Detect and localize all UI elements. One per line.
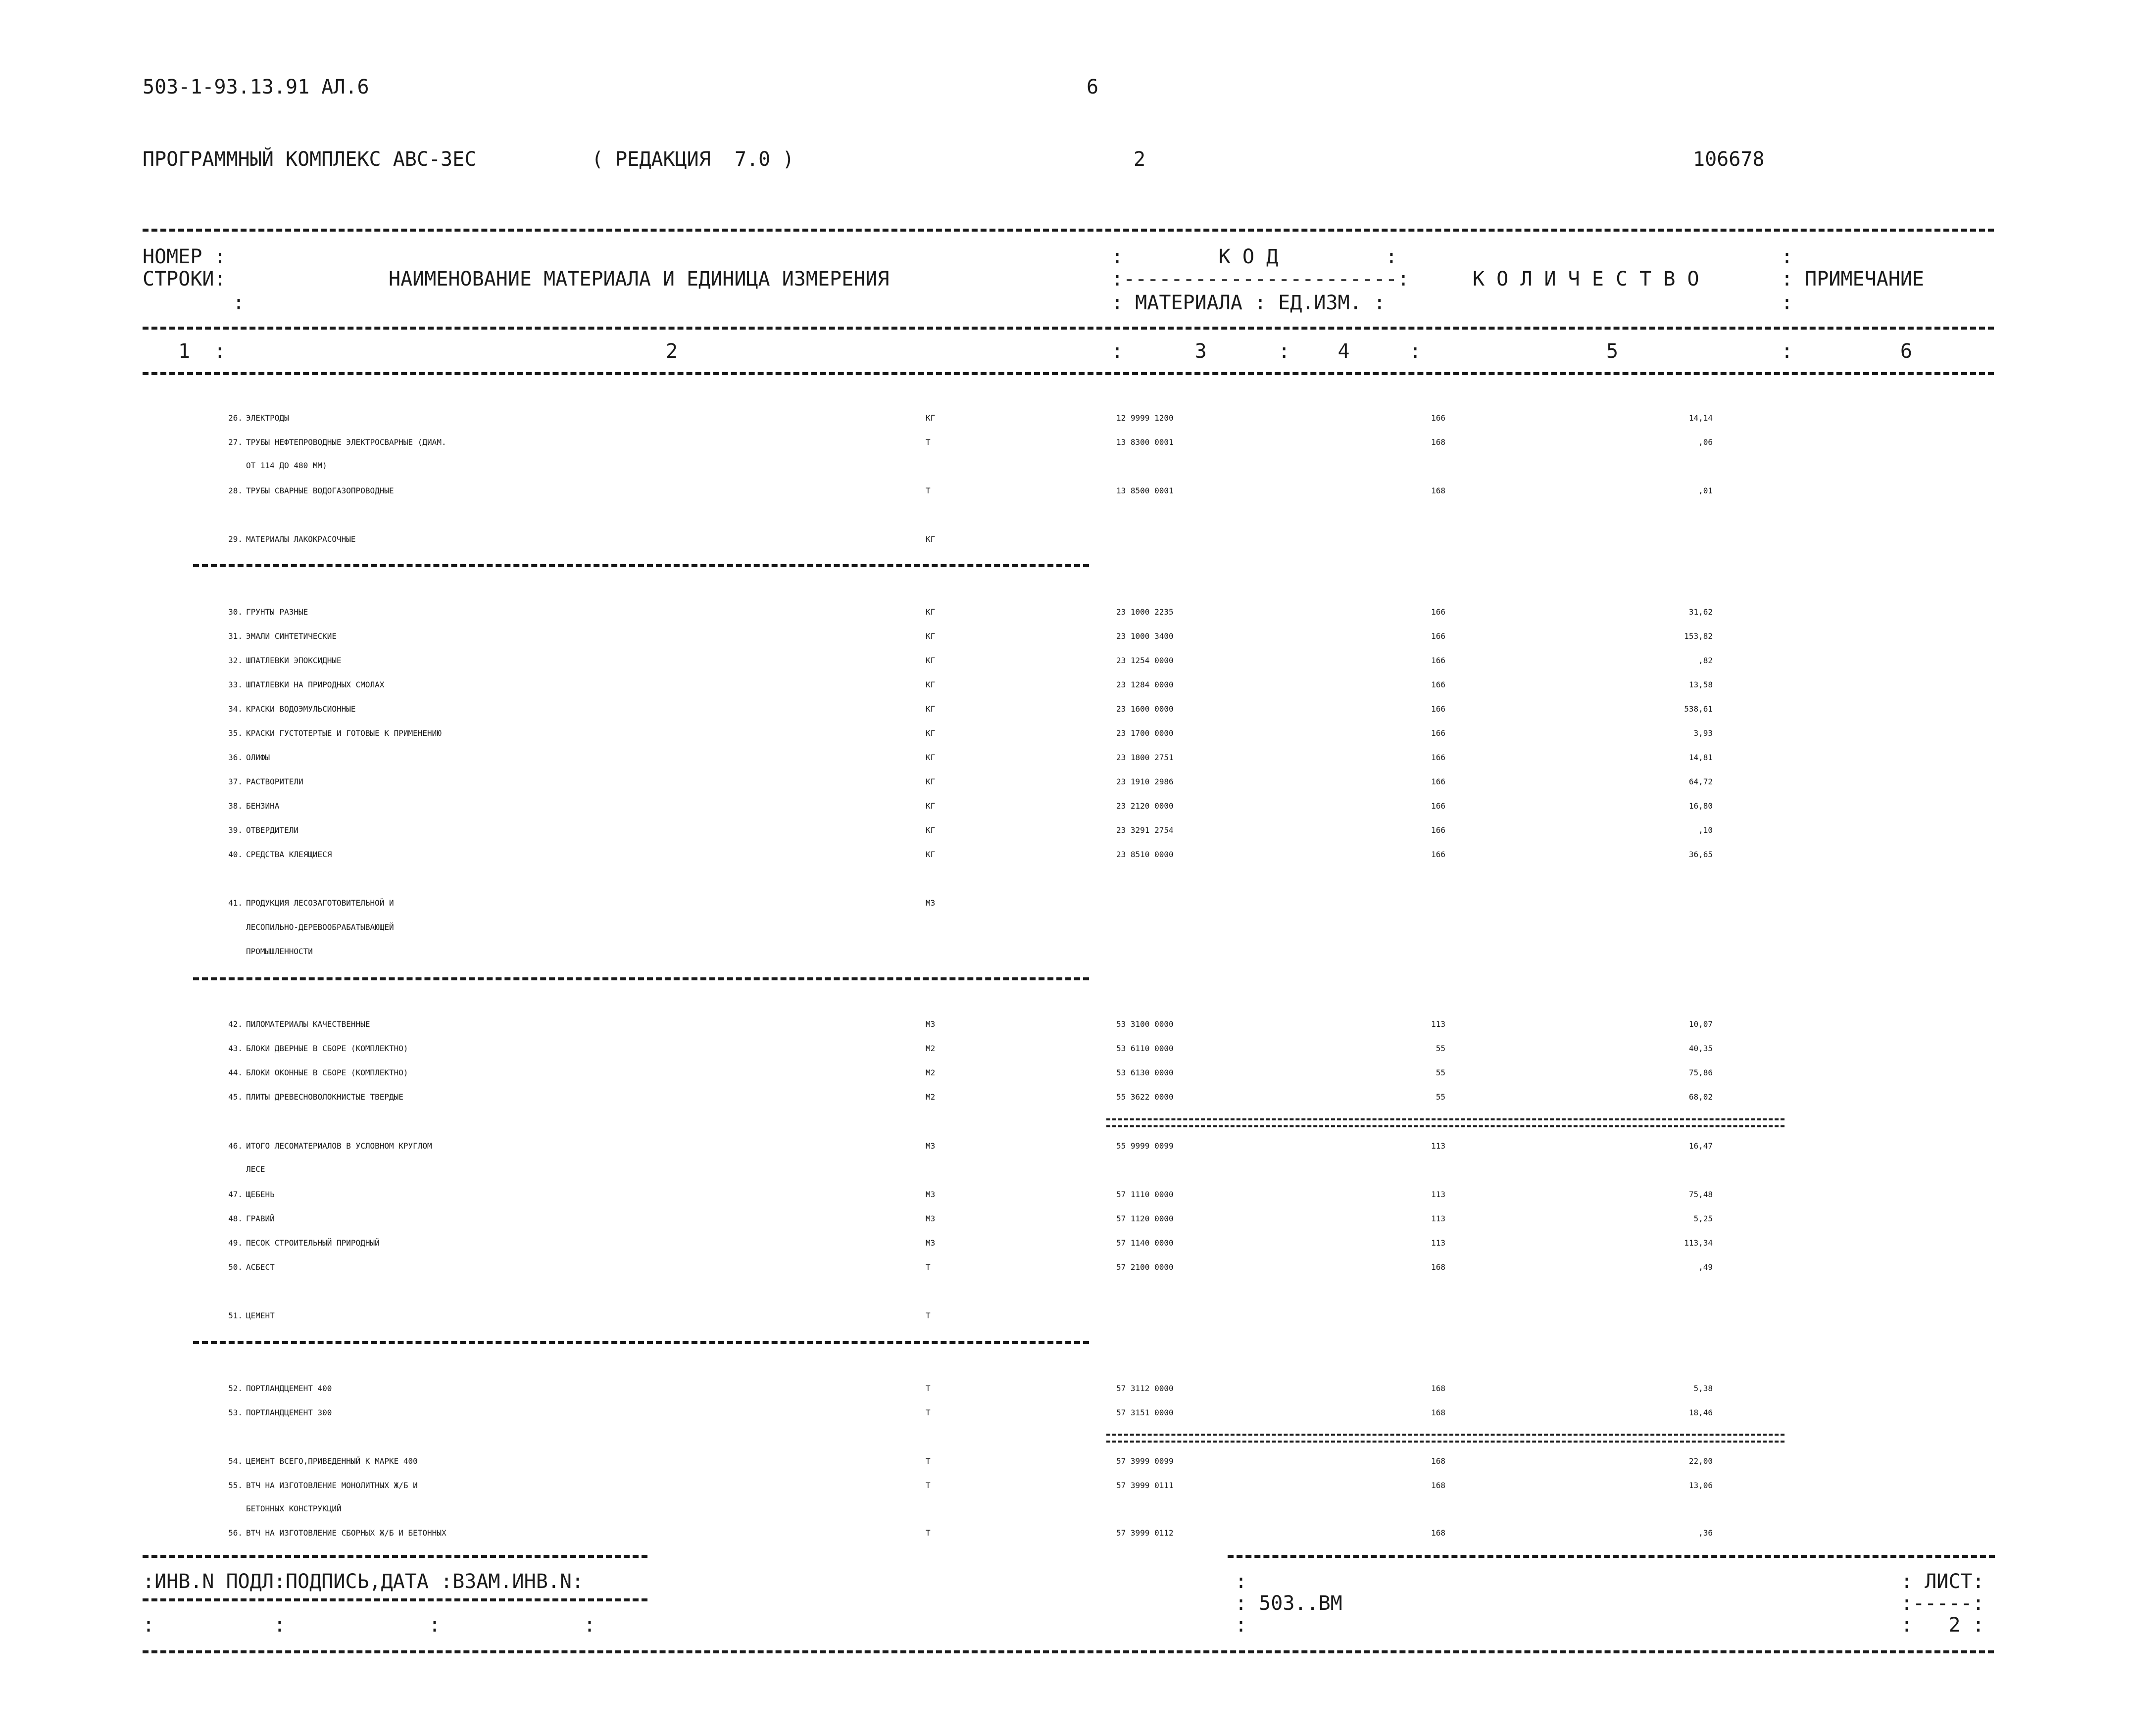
subtotal-double-rule [1106,1434,1784,1443]
table-row [0,1044,2131,1067]
doc-code: 503-1-93.13.91 АЛ.6 [143,76,369,98]
row-quantity: 113,34 [1684,1238,1713,1248]
row-unit-code: 166 [1431,631,1445,641]
sheet-label: : ЛИСТ: [1901,1570,1984,1593]
row-unit: КГ [926,850,936,859]
row-number: 39. [228,825,243,835]
row-unit: КГ [926,534,936,544]
row-unit: М2 [926,1092,936,1102]
colnum-2: 2 [666,340,678,363]
page-top-number: 6 [1087,76,1099,98]
row-unit-code: 55 [1436,1068,1445,1077]
row-name: ЭЛЕКТРОДЫ [246,413,289,423]
row-name: ЦЕМЕНТ ВСЕГО,ПРИВЕДЕННЫЙ К МАРКЕ 400 [246,1456,418,1466]
row-material-code: 13 8300 0001 [1116,437,1174,447]
qty-header: К О Л И Ч Е С Т В О [1473,268,1699,290]
group-underline [193,977,1089,980]
note-header: : ПРИМЕЧАНИЕ [1781,268,1924,290]
row-quantity: 36,65 [1688,850,1713,859]
table-row [0,1262,2131,1286]
row-unit: Т [926,437,931,447]
row-number: 38. [228,801,243,811]
row-unit: КГ [926,777,936,786]
row-material-code: 23 1700 0000 [1116,728,1174,738]
table-row [0,1214,2131,1238]
group-underline [193,564,1089,567]
stamp-header: :ИНВ.N ПОДЛ:ПОДПИСЬ,ДАТА :ВЗАМ.ИНВ.N: [143,1570,584,1593]
sheet-number: : 2 : [1901,1614,1984,1637]
table-row [0,607,2131,631]
row-unit-code: 55 [1436,1092,1445,1102]
row-number: 53. [228,1408,243,1417]
table-row [0,753,2131,776]
row-unit: М3 [926,1190,936,1199]
table-row-continuation [0,1164,2131,1188]
row-unit-code: 168 [1431,1481,1445,1490]
title-block-colon1: : [1235,1570,1247,1593]
col2-header: НАИМЕНОВАНИЕ МАТЕРИАЛА И ЕДИНИЦА ИЗМЕРЕНИЯ [389,268,890,290]
row-quantity: 68,02 [1688,1092,1713,1102]
row-material-code: 57 3999 0111 [1116,1481,1174,1490]
table-row-continuation [0,1504,2131,1528]
row-unit-code: 166 [1431,607,1445,617]
title-block-doc-name: : 503..ВМ [1235,1592,1342,1615]
row-quantity: 18,46 [1688,1408,1713,1417]
row-name: БЛОКИ ОКОННЫЕ В СБОРЕ (КОМПЛЕКТНО) [246,1068,408,1077]
row-unit-code: 168 [1431,1384,1445,1393]
table-row-continuation [0,922,2131,946]
row-name-line3: ПРОМЫШЛЕННОСТИ [246,947,313,956]
row-unit: Т [926,1528,931,1538]
row-number: 47. [228,1190,243,1199]
footer-rule-bottom [143,1650,1994,1653]
row-unit-code: 166 [1431,801,1445,811]
row-unit-code: 113 [1431,1214,1445,1223]
row-unit: Т [926,1311,931,1320]
row-unit-code: 168 [1431,1456,1445,1466]
row-unit: КГ [926,728,936,738]
note-header-colon1: : [1781,245,1793,268]
row-quantity: 14,14 [1688,413,1713,423]
row-number: 26. [228,413,243,423]
row-name: ГРАВИЙ [246,1214,275,1223]
row-unit: М3 [926,898,936,908]
row-unit-code: 166 [1431,704,1445,714]
row-material-code: 23 1600 0000 [1116,704,1174,714]
stamp-rule-top [143,1555,647,1558]
row-name: ПЕСОК СТРОИТЕЛЬНЫЙ ПРИРОДНЫЙ [246,1238,380,1248]
table-row-group [0,1311,2131,1335]
row-unit-code: 166 [1431,728,1445,738]
program-name: ПРОГРАММНЫЙ КОМПЛЕКС АВС-3ЕС [143,148,477,171]
row-material-code: 23 1284 0000 [1116,680,1174,689]
row-unit-code: 113 [1431,1238,1445,1248]
row-material-code: 23 2120 0000 [1116,801,1174,811]
colnum-5: 5 [1606,340,1619,363]
row-unit-code: 166 [1431,680,1445,689]
stamp-cells: : : : : [143,1614,596,1637]
row-number: 31. [228,631,243,641]
row-name: БЕНЗИНА [246,801,280,811]
colnum-3-4: : 3 : 4 : [1111,340,1422,363]
row-name: ЩЕБЕНЬ [246,1190,275,1199]
row-number: 34. [228,704,243,714]
row-material-code: 57 1140 0000 [1116,1238,1174,1248]
row-unit: КГ [926,801,936,811]
row-quantity: 14,81 [1688,753,1713,762]
row-name: ВТЧ НА ИЗГОТОВЛЕНИЕ СБОРНЫХ Ж/Б И БЕТОННЫХ [246,1528,446,1538]
row-unit-code: 168 [1431,1408,1445,1417]
row-name-line2: БЕТОННЫХ КОНСТРУКЦИЙ [246,1504,342,1513]
table-row [0,413,2131,437]
row-name: КРАСКИ ВОДОЭМУЛЬСИОННЫЕ [246,704,356,714]
row-number: 44. [228,1068,243,1077]
row-number: 42. [228,1019,243,1029]
row-material-code: 23 8510 0000 [1116,850,1174,859]
row-unit: М2 [926,1068,936,1077]
table-row [0,825,2131,849]
row-name: ШПАТЛЕВКИ ЭПОКСИДНЫЕ [246,656,342,665]
row-number: 46. [228,1141,243,1151]
row-number: 40. [228,850,243,859]
row-quantity: 13,58 [1688,680,1713,689]
row-unit: Т [926,1481,931,1490]
header-rule-top [143,229,1994,232]
row-unit: Т [926,1384,931,1393]
row-quantity: 16,47 [1688,1141,1713,1151]
row-material-code: 23 3291 2754 [1116,825,1174,835]
row-unit: Т [926,1262,931,1272]
table-row [0,1528,2131,1552]
col1-header-line1: НОМЕР : [143,245,226,268]
row-unit: Т [926,1408,931,1417]
table-row [0,1481,2131,1504]
row-unit-code: 113 [1431,1019,1445,1029]
row-name: ЭМАЛИ СИНТЕТИЧЕСКИЕ [246,631,337,641]
col1-header-line2: СТРОКИ: [143,268,226,290]
row-name: ГРУНТЫ РАЗНЫЕ [246,607,308,617]
row-quantity: 31,62 [1688,607,1713,617]
sheet-dash: :-----: [1901,1592,1984,1615]
row-quantity: ,82 [1698,656,1713,665]
row-name: ВТЧ НА ИЗГОТОВЛЕНИЕ МОНОЛИТНЫХ Ж/Б И [246,1481,418,1490]
row-number: 41. [228,898,243,908]
row-material-code: 55 9999 0099 [1116,1141,1174,1151]
row-unit-code: 168 [1431,437,1445,447]
row-material-code: 57 1120 0000 [1116,1214,1174,1223]
row-unit: М2 [926,1044,936,1053]
row-unit: Т [926,486,931,495]
row-material-code: 23 1000 3400 [1116,631,1174,641]
row-name: ПОРТЛАНДЦЕМЕНТ 400 [246,1384,332,1393]
row-unit: КГ [926,631,936,641]
row-number: 52. [228,1384,243,1393]
table-row [0,1408,2131,1432]
table-row [0,704,2131,728]
table-row [0,680,2131,704]
row-unit-code: 166 [1431,656,1445,665]
row-name-line2: ЛЕСЕ [246,1164,265,1174]
table-row-group [0,534,2131,558]
row-unit: М3 [926,1214,936,1223]
row-unit-code: 166 [1431,777,1445,786]
row-number: 32. [228,656,243,665]
row-quantity: 5,38 [1693,1384,1713,1393]
table-row [0,1384,2131,1407]
stamp-rule-mid [143,1598,647,1601]
row-unit-code: 113 [1431,1190,1445,1199]
row-quantity: 75,86 [1688,1068,1713,1077]
row-quantity: 5,25 [1693,1214,1713,1223]
row-unit: М3 [926,1238,936,1248]
row-quantity: 16,80 [1688,801,1713,811]
row-name: ИТОГО ЛЕСОМАТЕРИАЛОВ В УСЛОВНОМ КРУГЛОМ [246,1141,432,1151]
col1-header-line3: : [233,291,245,314]
row-material-code: 57 3151 0000 [1116,1408,1174,1417]
order-number: 106678 [1693,148,1765,171]
row-number: 45. [228,1092,243,1102]
row-material-code: 53 6130 0000 [1116,1068,1174,1077]
row-name: ОЛИФЫ [246,753,270,762]
row-name: ПРОДУКЦИЯ ЛЕСОЗАГОТОВИТЕЛЬНОЙ И [246,898,394,908]
row-name: ПИЛОМАТЕРИАЛЫ КАЧЕСТВЕННЫЕ [246,1019,370,1029]
row-material-code: 53 3100 0000 [1116,1019,1174,1029]
table-row [0,1190,2131,1213]
row-material-code: 57 3112 0000 [1116,1384,1174,1393]
row-unit-code: 168 [1431,486,1445,495]
row-quantity: 22,00 [1688,1456,1713,1466]
table-row [0,777,2131,801]
row-name: ОТВЕРДИТЕЛИ [246,825,298,835]
header-rule-bottom [143,372,1994,375]
table-row-total [0,1141,2131,1165]
row-unit-code: 166 [1431,825,1445,835]
row-name: СРЕДСТВА КЛЕЯЩИЕСЯ [246,850,332,859]
table-row-total [0,1456,2131,1480]
code-header-dashes: :-----------------------: [1111,268,1410,290]
row-name: ЦЕМЕНТ [246,1311,275,1320]
row-name: МАТЕРИАЛЫ ЛАКОКРАСОЧНЫЕ [246,534,356,544]
row-unit: КГ [926,607,936,617]
row-name: КРАСКИ ГУСТОТЕРТЫЕ И ГОТОВЫЕ К ПРИМЕНЕНИЮ [246,728,442,738]
row-number: 50. [228,1262,243,1272]
title-block-colon3: : [1235,1614,1247,1637]
row-number: 29. [228,534,243,544]
table-row [0,850,2131,873]
table-row [0,486,2131,510]
row-number: 35. [228,728,243,738]
row-quantity: 538,61 [1684,704,1713,714]
row-unit: Т [926,1456,931,1466]
row-unit-code: 168 [1431,1528,1445,1538]
group-underline [193,1341,1089,1344]
row-material-code: 23 1254 0000 [1116,656,1174,665]
sheet-index: 2 [1134,148,1146,171]
row-number: 36. [228,753,243,762]
row-number: 51. [228,1311,243,1320]
row-name: ТРУБЫ НЕФТЕПРОВОДНЫЕ ЭЛЕКТРОСВАРНЫЕ (ДИАМ. [246,437,446,447]
title-block-rule-top [1228,1555,1995,1558]
row-unit: КГ [926,656,936,665]
row-material-code: 57 1110 0000 [1116,1190,1174,1199]
table-row-group [0,898,2131,922]
table-row [0,656,2131,679]
row-name-line2: ОТ 114 ДО 480 ММ) [246,461,327,470]
row-material-code: 57 3999 0112 [1116,1528,1174,1538]
row-unit-code: 168 [1431,1262,1445,1272]
row-unit-code: 166 [1431,413,1445,423]
table-row [0,728,2131,752]
row-material-code: 23 1910 2986 [1116,777,1174,786]
row-unit: М3 [926,1141,936,1151]
table-row [0,1092,2131,1116]
row-number: 48. [228,1214,243,1223]
row-name: РАСТВОРИТЕЛИ [246,777,303,786]
row-unit-code: 166 [1431,850,1445,859]
row-number: 49. [228,1238,243,1248]
row-material-code: 57 3999 0099 [1116,1456,1174,1466]
table-row [0,437,2131,461]
row-material-code: 55 3622 0000 [1116,1092,1174,1102]
row-quantity: ,01 [1698,486,1713,495]
table-row [0,1238,2131,1262]
row-quantity: 40,35 [1688,1044,1713,1053]
row-number: 54. [228,1456,243,1466]
row-unit: М3 [926,1019,936,1029]
subtotal-double-rule [1106,1118,1784,1127]
row-material-code: 57 2100 0000 [1116,1262,1174,1272]
row-quantity: 64,72 [1688,777,1713,786]
row-name: БЛОКИ ДВЕРНЫЕ В СБОРЕ (КОМПЛЕКТНО) [246,1044,408,1053]
row-material-code: 13 8500 0001 [1116,486,1174,495]
colnum-6: : 6 [1781,340,1912,363]
row-number: 30. [228,607,243,617]
row-quantity: ,49 [1698,1262,1713,1272]
note-header-colon3: : [1781,291,1793,314]
row-quantity: 75,48 [1688,1190,1713,1199]
row-number: 37. [228,777,243,786]
table-row-continuation [0,947,2131,970]
table-row [0,1068,2131,1092]
row-number: 55. [228,1481,243,1490]
row-quantity: 3,93 [1693,728,1713,738]
row-quantity: 13,06 [1688,1481,1713,1490]
row-name: ТРУБЫ СВАРНЫЕ ВОДОГАЗОПРОВОДНЫЕ [246,486,394,495]
row-material-code: 12 9999 1200 [1116,413,1174,423]
row-quantity: 153,82 [1684,631,1713,641]
row-unit: КГ [926,680,936,689]
row-name: ШПАТЛЕВКИ НА ПРИРОДНЫХ СМОЛАХ [246,680,385,689]
row-number: 33. [228,680,243,689]
row-unit-code: 55 [1436,1044,1445,1053]
code-header-sub: : МАТЕРИАЛА : ЕД.ИЗМ. : [1111,291,1386,314]
row-unit: КГ [926,753,936,762]
table-row-continuation [0,461,2131,484]
row-material-code: 23 1000 2235 [1116,607,1174,617]
row-name: ПЛИТЫ ДРЕВЕСНОВОЛОКНИСТЫЕ ТВЕРДЫЕ [246,1092,403,1102]
row-unit: КГ [926,704,936,714]
table-row [0,801,2131,825]
row-unit-code: 113 [1431,1141,1445,1151]
row-number: 43. [228,1044,243,1053]
header-rule-mid [143,327,1994,330]
row-name: ПОРТЛАНДЦЕМЕНТ 300 [246,1408,332,1417]
row-material-code: 23 1800 2751 [1116,753,1174,762]
row-quantity: ,06 [1698,437,1713,447]
table-row [0,631,2131,655]
table-row [0,1019,2131,1043]
row-unit: КГ [926,825,936,835]
row-quantity: 10,07 [1688,1019,1713,1029]
colnum-1: 1 : [178,340,226,363]
row-unit: КГ [926,413,936,423]
row-name-line2: ЛЕСОПИЛЬНО-ДЕРЕВООБРАБАТЫВАЮЩЕЙ [246,922,394,932]
row-quantity: ,10 [1698,825,1713,835]
row-unit-code: 166 [1431,753,1445,762]
row-name: АСБЕСТ [246,1262,275,1272]
row-quantity: ,36 [1698,1528,1713,1538]
row-number: 27. [228,437,243,447]
row-number: 56. [228,1528,243,1538]
code-header-title: : К О Д : [1111,245,1397,268]
row-number: 28. [228,486,243,495]
row-material-code: 53 6110 0000 [1116,1044,1174,1053]
program-edition: ( РЕДАКЦИЯ 7.0 ) [592,148,794,171]
